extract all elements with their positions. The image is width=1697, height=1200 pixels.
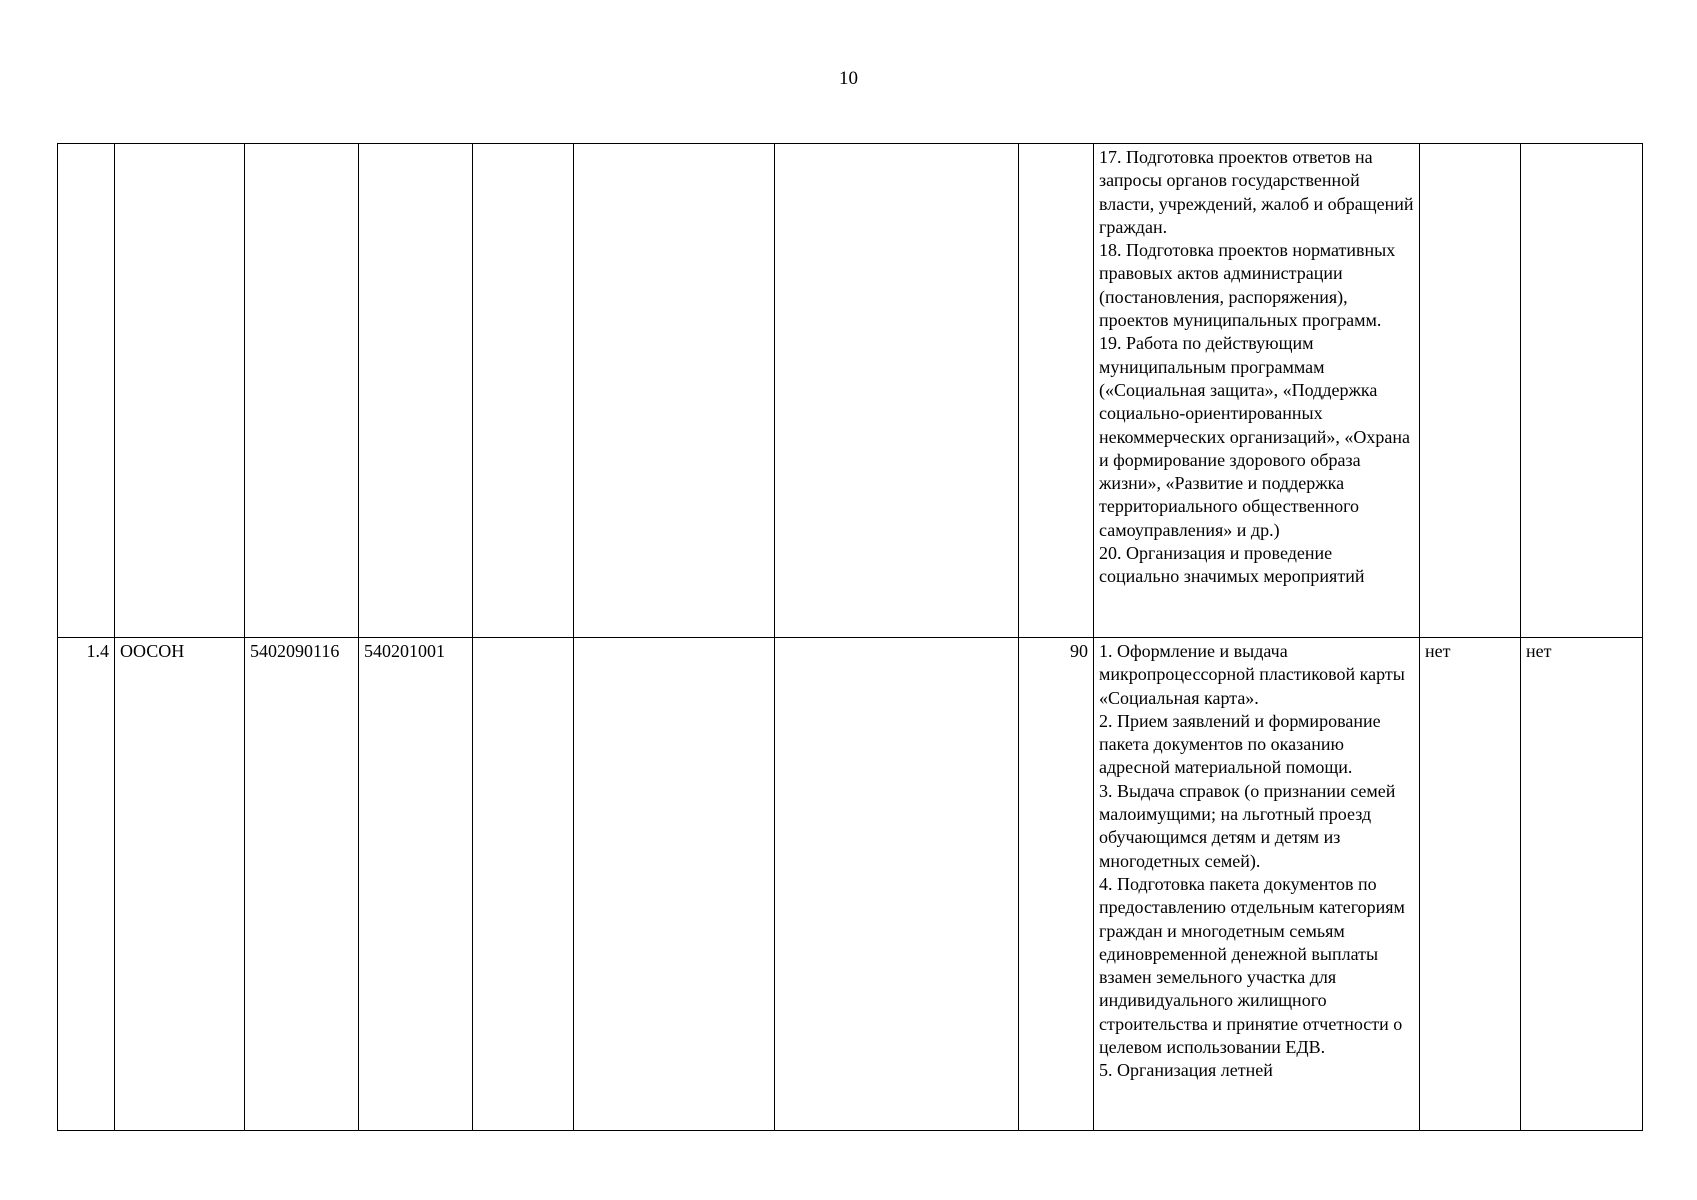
- services-cell: 17. Подготовка проектов ответов на запросы органов государственной власти, учреждений, жалоб и обращений граждан. 18. Подготовка проектов нормативных правовых актов администрации (постановления, распоряжения), проектов муниципальных программ. 19. Работа по действующим муниципальным программам («Социальная защита», «Поддержка социально-ориентированных некоммерческих организаций», «Охрана и формирование здорового образа жизни», «Развитие и поддержка территориального общественного самоуправления» и др.) 20. Организация и проведение социально значимых мероприятий: [1094, 144, 1420, 638]
- table-cell: [574, 144, 775, 638]
- inn-cell: 5402090116: [245, 638, 359, 1131]
- table-cell: [574, 638, 775, 1131]
- count-cell: [1019, 144, 1094, 638]
- flag-cell: нет: [1420, 638, 1521, 1131]
- organization-cell: [115, 144, 245, 638]
- kpp-cell: 540201001: [359, 638, 473, 1131]
- flag-cell: нет: [1521, 638, 1643, 1131]
- table-cell: [473, 638, 574, 1131]
- row-number-cell: 1.4: [58, 638, 115, 1131]
- table-cell: [775, 144, 1019, 638]
- kpp-cell: [359, 144, 473, 638]
- table-row: [58, 144, 1643, 638]
- row-number-cell: [58, 144, 115, 638]
- page-number: 10: [839, 68, 858, 89]
- count-cell: 90: [1019, 638, 1094, 1131]
- table-row: [58, 638, 1643, 1131]
- table-cell: [775, 638, 1019, 1131]
- organization-cell: ООСОН: [115, 638, 245, 1131]
- services-cell: 1. Оформление и выдача микропроцессорной пластиковой карты «Социальная карта». 2. Прием заявлений и формирование пакета документов по оказанию адресной материальной помощи. 3. Выдача справок (о признании семей малоимущими; на льготный проезд обучающимся детям и детям из многодетных семей). 4. Подготовка пакета документов по предоставлению отдельным категориям граждан и многодетным семьям единовременной денежной выплаты взамен земельного участка для индивидуального жилищного строительства и принятие отчетности о целевом использовании ЕДВ. 5. Организация летней: [1094, 638, 1420, 1131]
- table-cell: [1420, 144, 1521, 638]
- table-cell: [473, 144, 574, 638]
- table-cell: [1521, 144, 1643, 638]
- services-table: [57, 143, 1643, 1131]
- inn-cell: [245, 144, 359, 638]
